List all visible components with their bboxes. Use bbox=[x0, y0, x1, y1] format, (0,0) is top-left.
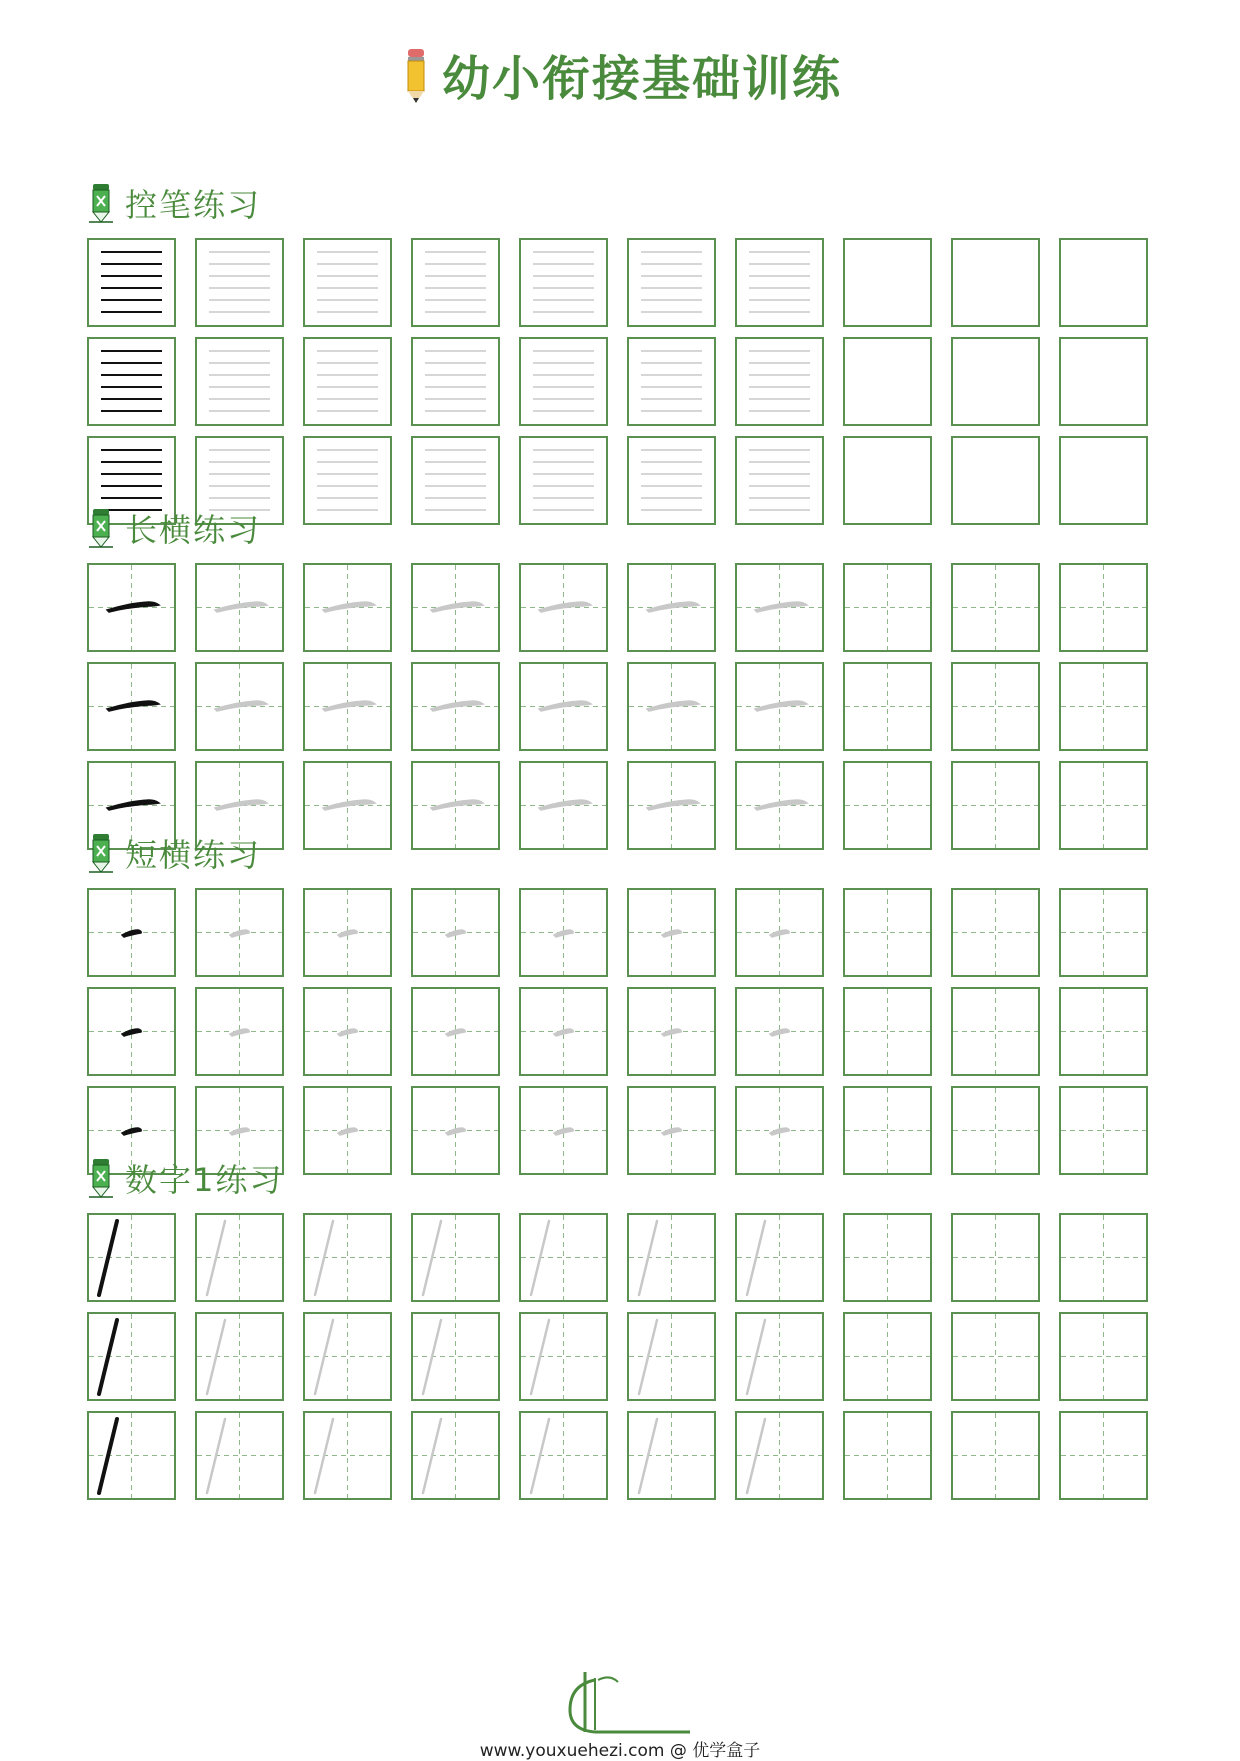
writing-cell[interactable] bbox=[195, 238, 284, 327]
writing-cell[interactable] bbox=[735, 1312, 824, 1401]
writing-cell[interactable] bbox=[627, 238, 716, 327]
writing-cell[interactable] bbox=[303, 662, 392, 751]
writing-cell[interactable] bbox=[195, 563, 284, 652]
trace-long-horizontal-stroke bbox=[323, 701, 375, 711]
footer bbox=[0, 1660, 1240, 1761]
grid-row bbox=[87, 662, 1162, 751]
trace-long-horizontal-stroke bbox=[755, 800, 807, 810]
writing-cell[interactable] bbox=[87, 987, 176, 1076]
trace-long-horizontal-stroke bbox=[323, 602, 375, 612]
writing-cell[interactable] bbox=[195, 1411, 284, 1500]
grid-row bbox=[87, 337, 1162, 426]
writing-cell[interactable] bbox=[519, 337, 608, 426]
writing-cell[interactable] bbox=[1059, 888, 1148, 977]
section-header bbox=[87, 1153, 1162, 1203]
trace-long-horizontal-stroke bbox=[539, 701, 591, 711]
model-long-horizontal-stroke bbox=[107, 800, 159, 810]
grid-row bbox=[87, 1213, 1162, 1302]
writing-cell[interactable] bbox=[411, 238, 500, 327]
grid-row bbox=[87, 238, 1162, 327]
writing-cell[interactable] bbox=[303, 987, 392, 1076]
trace-long-horizontal-stroke bbox=[431, 701, 483, 711]
writing-cell[interactable] bbox=[735, 337, 824, 426]
section-short-horizontal bbox=[87, 828, 1162, 1175]
section-number-one bbox=[87, 1153, 1162, 1500]
writing-cell[interactable] bbox=[1059, 238, 1148, 327]
grid-row bbox=[87, 1312, 1162, 1401]
writing-cell[interactable] bbox=[843, 987, 932, 1076]
writing-cell[interactable] bbox=[1059, 337, 1148, 426]
writing-cell[interactable] bbox=[951, 563, 1040, 652]
writing-cell[interactable] bbox=[303, 563, 392, 652]
writing-cell[interactable] bbox=[87, 888, 176, 977]
writing-cell[interactable] bbox=[87, 1312, 176, 1401]
section-header bbox=[87, 178, 1162, 228]
writing-cell[interactable] bbox=[303, 1213, 392, 1302]
section-header bbox=[87, 503, 1162, 553]
writing-cell[interactable] bbox=[519, 238, 608, 327]
writing-cell[interactable] bbox=[411, 1213, 500, 1302]
writing-cell[interactable] bbox=[951, 662, 1040, 751]
section-title: 数字1练习 bbox=[125, 1161, 284, 1199]
section-title: 长横练习 bbox=[125, 511, 262, 549]
writing-cell[interactable] bbox=[843, 1411, 932, 1500]
pen-section-icon bbox=[87, 182, 115, 224]
page-header bbox=[0, 40, 1240, 109]
trace-long-horizontal-stroke bbox=[215, 800, 267, 810]
writing-cell[interactable] bbox=[735, 1213, 824, 1302]
writing-cell[interactable] bbox=[627, 1411, 716, 1500]
writing-cell[interactable] bbox=[627, 1312, 716, 1401]
writing-cell[interactable] bbox=[195, 1312, 284, 1401]
writing-cell[interactable] bbox=[1059, 662, 1148, 751]
writing-cell[interactable] bbox=[843, 888, 932, 977]
footer-text: www.youxuehezi.com @ 优学盒子 bbox=[479, 1741, 761, 1761]
writing-cell[interactable] bbox=[87, 1411, 176, 1500]
writing-cell[interactable] bbox=[843, 1213, 932, 1302]
writing-cell[interactable] bbox=[735, 238, 824, 327]
writing-cell[interactable] bbox=[195, 662, 284, 751]
writing-cell[interactable] bbox=[735, 563, 824, 652]
writing-cell[interactable] bbox=[627, 563, 716, 652]
page-title: 幼小衔接基础训练 bbox=[441, 51, 842, 107]
writing-cell[interactable] bbox=[735, 987, 824, 1076]
trace-long-horizontal-stroke bbox=[647, 701, 699, 711]
trace-long-horizontal-stroke bbox=[755, 602, 807, 612]
writing-cell[interactable] bbox=[951, 1411, 1040, 1500]
writing-cell[interactable] bbox=[303, 1312, 392, 1401]
writing-cell[interactable] bbox=[411, 662, 500, 751]
model-long-horizontal-stroke bbox=[107, 701, 159, 711]
trace-long-horizontal-stroke bbox=[215, 602, 267, 612]
writing-cell[interactable] bbox=[627, 1213, 716, 1302]
writing-cell[interactable] bbox=[627, 987, 716, 1076]
writing-cell[interactable] bbox=[627, 888, 716, 977]
section-title: 控笔练习 bbox=[125, 186, 262, 224]
writing-cell[interactable] bbox=[843, 662, 932, 751]
writing-cell[interactable] bbox=[951, 987, 1040, 1076]
trace-long-horizontal-stroke bbox=[431, 602, 483, 612]
writing-cell[interactable] bbox=[519, 662, 608, 751]
trace-long-horizontal-stroke bbox=[647, 800, 699, 810]
pen-section-icon bbox=[87, 832, 115, 874]
writing-cell[interactable] bbox=[303, 888, 392, 977]
writing-cell[interactable] bbox=[195, 987, 284, 1076]
writing-cell[interactable] bbox=[87, 563, 176, 652]
writing-cell[interactable] bbox=[195, 888, 284, 977]
writing-cell[interactable] bbox=[519, 1312, 608, 1401]
writing-cell[interactable] bbox=[411, 1312, 500, 1401]
writing-cell[interactable] bbox=[195, 1213, 284, 1302]
model-long-horizontal-stroke bbox=[107, 602, 159, 612]
writing-cell[interactable] bbox=[87, 1213, 176, 1302]
writing-cell[interactable] bbox=[735, 1411, 824, 1500]
writing-cell[interactable] bbox=[627, 662, 716, 751]
writing-cell[interactable] bbox=[411, 888, 500, 977]
writing-cell[interactable] bbox=[87, 238, 176, 327]
writing-cell[interactable] bbox=[1059, 1312, 1148, 1401]
writing-cell[interactable] bbox=[951, 888, 1040, 977]
section-title: 短横练习 bbox=[125, 836, 262, 874]
trace-long-horizontal-stroke bbox=[539, 602, 591, 612]
trace-long-horizontal-stroke bbox=[755, 701, 807, 711]
writing-cell[interactable] bbox=[627, 337, 716, 426]
writing-cell[interactable] bbox=[951, 1312, 1040, 1401]
writing-cell[interactable] bbox=[951, 337, 1040, 426]
grid-row bbox=[87, 987, 1162, 1076]
writing-cell[interactable] bbox=[87, 337, 176, 426]
writing-cell[interactable] bbox=[411, 987, 500, 1076]
grid-row bbox=[87, 563, 1162, 652]
writing-cell[interactable] bbox=[1059, 1411, 1148, 1500]
trace-long-horizontal-stroke bbox=[215, 701, 267, 711]
trace-long-horizontal-stroke bbox=[431, 800, 483, 810]
grid-row bbox=[87, 888, 1162, 977]
writing-cell[interactable] bbox=[411, 337, 500, 426]
writing-cell[interactable] bbox=[303, 238, 392, 327]
grid-row bbox=[87, 1411, 1162, 1500]
writing-cell[interactable] bbox=[1059, 563, 1148, 652]
trace-long-horizontal-stroke bbox=[323, 800, 375, 810]
writing-cell[interactable] bbox=[519, 563, 608, 652]
writing-cell[interactable] bbox=[735, 888, 824, 977]
bamboo-logo-icon bbox=[540, 1660, 700, 1740]
writing-cell[interactable] bbox=[303, 1411, 392, 1500]
section-header bbox=[87, 828, 1162, 878]
writing-cell[interactable] bbox=[87, 662, 176, 751]
writing-cell[interactable] bbox=[1059, 987, 1148, 1076]
writing-cell[interactable] bbox=[843, 563, 932, 652]
writing-cell[interactable] bbox=[951, 238, 1040, 327]
writing-cell[interactable] bbox=[843, 238, 932, 327]
writing-cell[interactable] bbox=[735, 662, 824, 751]
writing-cell[interactable] bbox=[1059, 1213, 1148, 1302]
section-pen-control bbox=[87, 178, 1162, 525]
writing-cell[interactable] bbox=[519, 987, 608, 1076]
section-long-horizontal bbox=[87, 503, 1162, 850]
writing-cell[interactable] bbox=[411, 1411, 500, 1500]
writing-cell[interactable] bbox=[519, 1213, 608, 1302]
trace-long-horizontal-stroke bbox=[539, 800, 591, 810]
writing-cell[interactable] bbox=[843, 337, 932, 426]
writing-cell[interactable] bbox=[303, 337, 392, 426]
writing-cell[interactable] bbox=[843, 1312, 932, 1401]
writing-cell[interactable] bbox=[951, 1213, 1040, 1302]
pen-section-icon bbox=[87, 1157, 115, 1199]
trace-long-horizontal-stroke bbox=[647, 602, 699, 612]
pen-section-icon bbox=[87, 507, 115, 549]
writing-cell[interactable] bbox=[519, 1411, 608, 1500]
writing-cell[interactable] bbox=[519, 888, 608, 977]
pencil-icon bbox=[398, 45, 434, 105]
writing-cell[interactable] bbox=[195, 337, 284, 426]
writing-cell[interactable] bbox=[411, 563, 500, 652]
